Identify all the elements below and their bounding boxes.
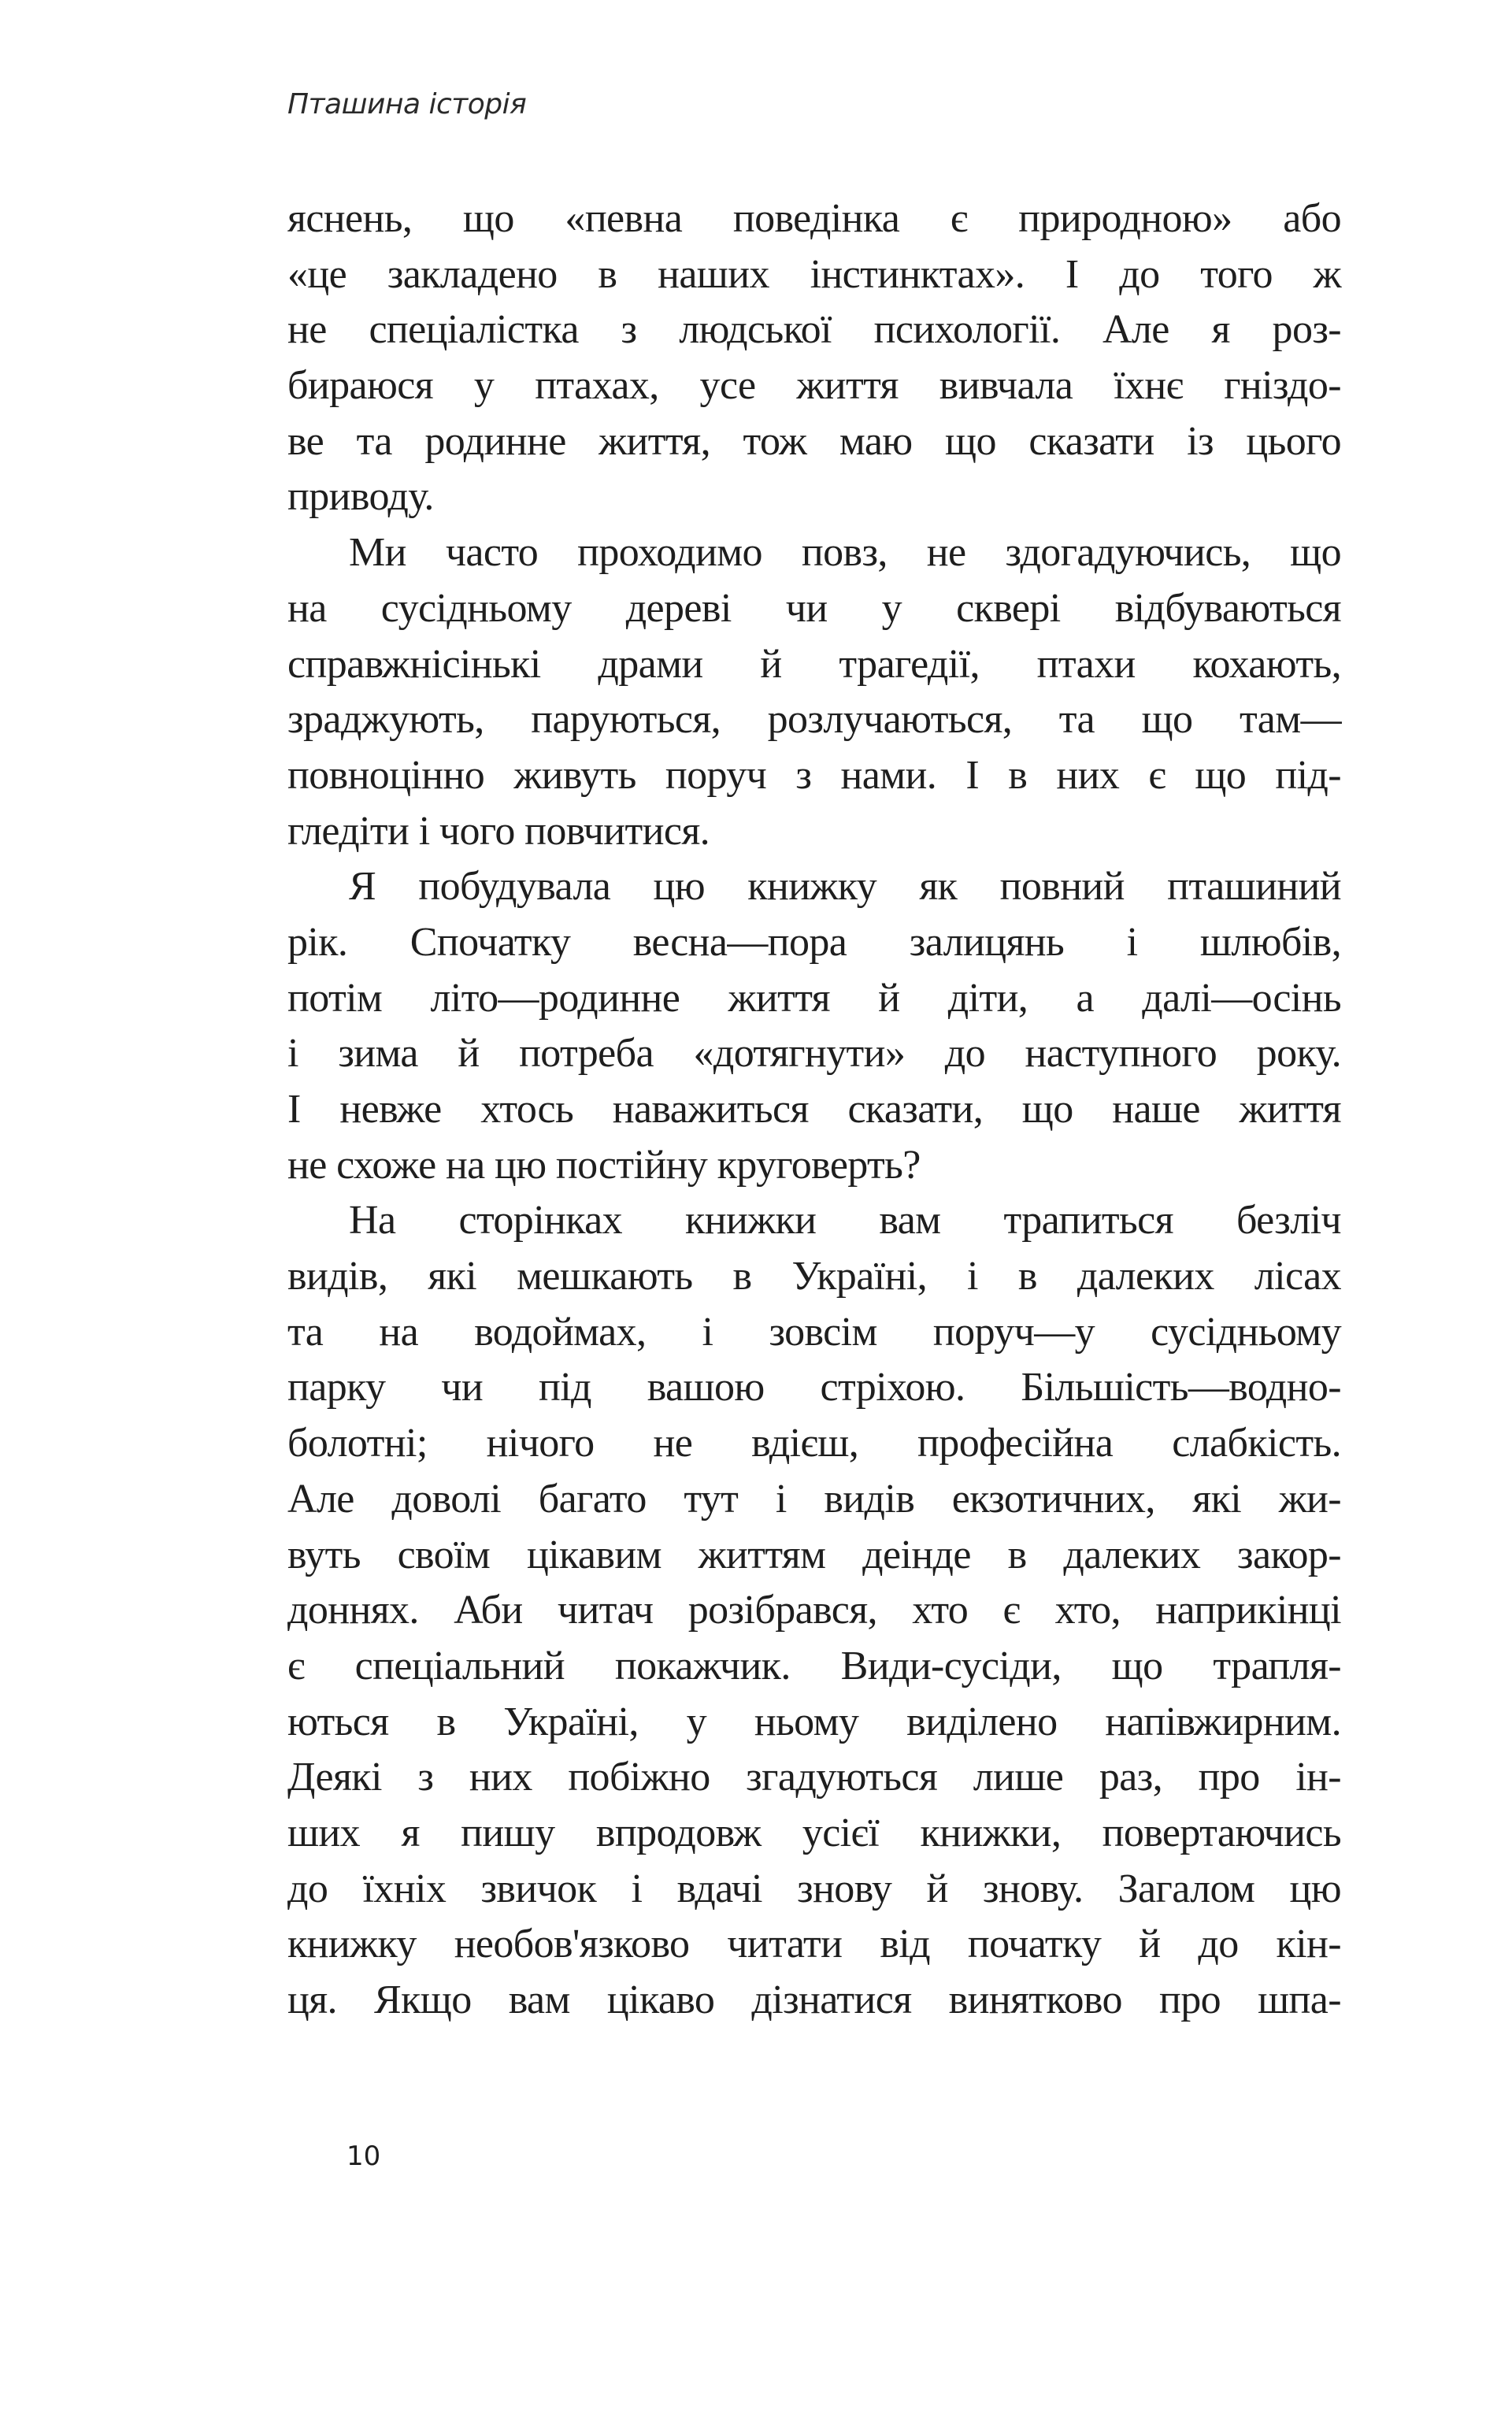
text-line: «це закладено в наших інстинктах». І до того ж	[287, 251, 1341, 297]
running-head: Пташина історія	[287, 88, 527, 120]
text-line: ця. Якщо вам цікаво дізнатися винятково про шпа-	[287, 1977, 1341, 2022]
text-line: справжнісінькі драми й трагедії, птахи кохають,	[287, 641, 1341, 687]
paragraph	[287, 191, 1341, 525]
text-line: доннях. Аби читач розібрався, хто є хто, наприкінці	[287, 1588, 1341, 1633]
text-line: приводу.	[287, 474, 434, 520]
text-line: яснень, що «певна поведінка є природною» або	[287, 196, 1341, 241]
text-line: Ми часто проходимо повз, не здогадуючись, що	[349, 530, 1341, 576]
text-line: та на водоймах, і зовсім поруч—у сусідньому	[287, 1309, 1341, 1355]
text-line: є спеціальний покажчик. Види-сусіди, що трапля-	[287, 1643, 1341, 1688]
text-line: болотні; нічого не вдієш, професійна слабкість.	[287, 1421, 1341, 1466]
text-line: ються в Україні, у ньому виділено напівжирним.	[287, 1699, 1341, 1744]
text-line: книжку необов'язково читати від початку й до кін-	[287, 1922, 1341, 1967]
page-number: 10	[346, 2141, 381, 2172]
text-line: не схоже на цю постійну круговерть?	[287, 1142, 921, 1188]
text-line: не спеціалістка з людської психології. Але я роз-	[287, 307, 1341, 353]
text-line: ве та родинне життя, тож маю що сказати із цього	[287, 418, 1341, 464]
text-line: ших я пишу впродовж усієї книжки, повертаючись	[287, 1810, 1341, 1855]
text-line: На сторінках книжки вам трапиться безліч	[349, 1198, 1341, 1244]
text-line: Деякі з них побіжно згадуються лише раз, про ін-	[287, 1755, 1341, 1800]
text-line: рік. Спочатку весна—пора залицянь і шлюбів,	[287, 919, 1341, 965]
paragraph	[287, 1193, 1341, 2028]
text-line: видів, які мешкають в Україні, і в далеких лісах	[287, 1254, 1341, 1299]
body-text	[287, 191, 1341, 2029]
text-line: І невже хтось наважиться сказати, що наше життя	[287, 1087, 1341, 1132]
text-line: Але доволі багато тут і видів екзотичних, які жи-	[287, 1476, 1341, 1522]
text-line: і зима й потреба «дотягнути» до наступного року.	[287, 1031, 1341, 1077]
text-line: парку чи під вашою стріхою. Більшість—водно-	[287, 1365, 1341, 1410]
text-line: зраджують, паруються, розлучаються, та що там—	[287, 697, 1341, 743]
paragraph	[287, 525, 1341, 859]
paragraph	[287, 859, 1341, 1193]
text-line: вуть своїм цікавим життям деінде в далеких закор-	[287, 1532, 1341, 1577]
text-line: на сусідньому дереві чи у сквері відбуваються	[287, 585, 1341, 631]
text-line: до їхніх звичок і вдачі знову й знову. Загалом цю	[287, 1866, 1341, 1911]
text-line: гледіти і чого повчитися.	[287, 808, 710, 854]
text-line: бираюся у птахах, усе життя вивчала їхнє гніздо-	[287, 363, 1341, 409]
text-line: повноцінно живуть поруч з нами. І в них є що під-	[287, 752, 1341, 798]
text-line: потім літо—родинне життя й діти, а далі—осінь	[287, 975, 1341, 1021]
text-line: Я побудувала цю книжку як повний пташиний	[349, 864, 1341, 910]
